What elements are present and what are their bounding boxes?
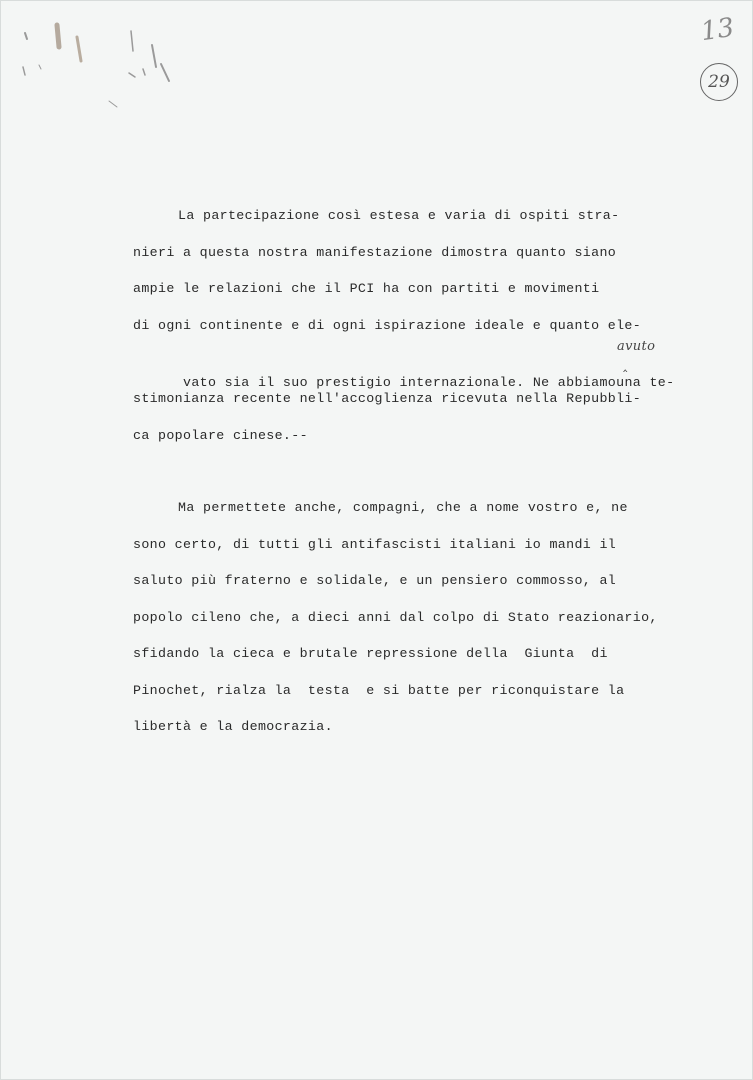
p1-line-1: La partecipazione così estesa e varia di ospiti stra- <box>178 208 620 223</box>
handwritten-insertion: avuto <box>617 339 656 354</box>
p2-line-6: Pinochet, rialza la testa e si batte per riconquistare la <box>133 683 625 698</box>
insertion-caret-icon: ‸ <box>623 358 628 373</box>
p2-line-3: saluto più fraterno e solidale, e un pensiero commosso, al <box>133 573 617 588</box>
p2-line-5: sfidando la cieca e brutale repressione della Giunta di <box>133 646 608 661</box>
p2-line-4: popolo cileno che, a dieci anni dal colpo di Stato reazionario, <box>133 610 658 625</box>
p1-line-4: di ogni continente e di ogni ispirazione ideale e quanto ele- <box>133 318 642 333</box>
p2-line-7: libertà e la democrazia. <box>133 719 333 734</box>
p1-line-5 <box>133 339 675 390</box>
p1-line-5-end: una te- <box>616 375 675 390</box>
p2-line-1: Ma permettete anche, compagni, che a nome vostro e, ne <box>178 500 628 515</box>
p1-line-7: ca popolare cinese.-- <box>133 428 308 443</box>
p1-line-2: nieri a questa nostra manifestazione dimostra quanto siano <box>133 245 617 260</box>
handwritten-page-number: 13 <box>698 12 736 48</box>
p1-line-3: ampie le relazioni che il PCI ha con partiti e movimenti <box>133 281 600 296</box>
p1-line-5-start: vato sia il suo prestigio internazionale. Ne abbiamo <box>182 375 617 390</box>
ink-smudges <box>11 9 181 119</box>
p2-line-2: sono certo, di tutti gli antifascisti italiani io mandi il <box>133 537 617 552</box>
p1-line-6: stimonianza recente nell'accoglienza ricevuta nella Repubbli- <box>133 391 642 406</box>
circled-page-number: 29 <box>700 63 738 101</box>
